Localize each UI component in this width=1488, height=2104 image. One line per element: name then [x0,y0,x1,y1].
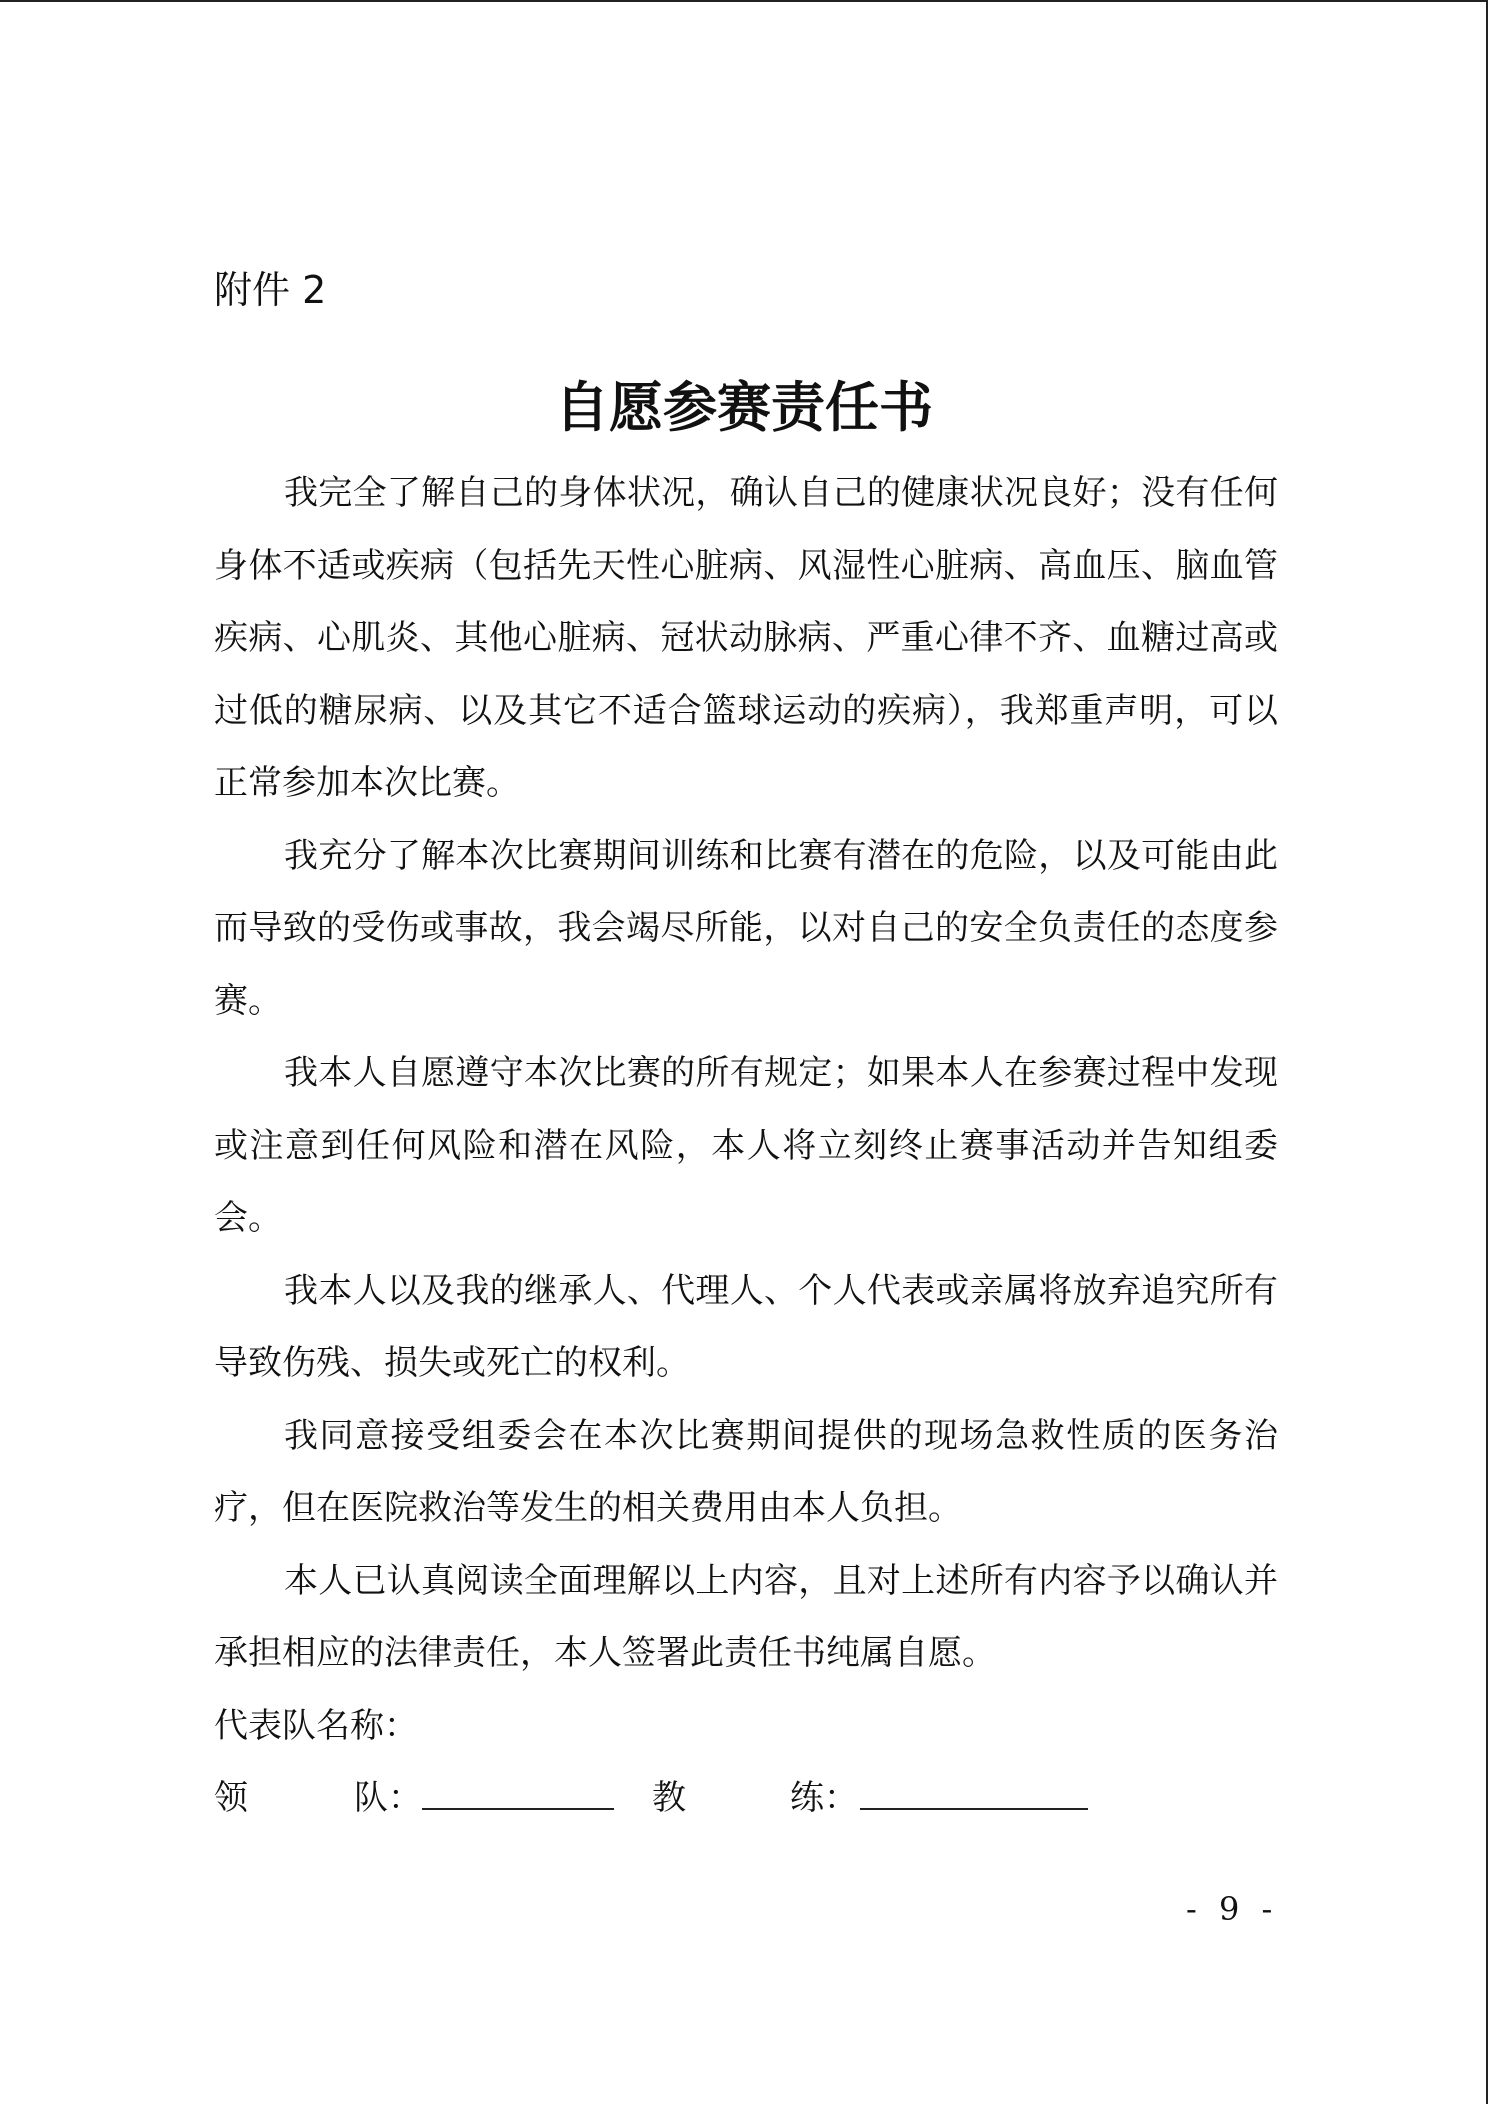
coach-signature-line[interactable] [860,1762,1088,1810]
attachment-label: 附件 2 [214,268,327,312]
paragraph-medical-treatment: 我同意接受组委会在本次比赛期间提供的现场急救性质的医务治疗，但在医院救治等发生的相关费用由本人负担。 [214,1415,1278,1528]
page-number: - 9 - [1186,1890,1279,1928]
leader-signature-line[interactable] [422,1762,614,1810]
coach-label-char-2: 练： [790,1778,858,1818]
team-name-label: 代表队名称： [214,1705,418,1746]
top-border-line [0,0,1488,2]
paragraph-risk-awareness: 我充分了解本次比赛期间训练和比赛有潜在的危险，以及可能由此而导致的受伤或事故，我会竭尽所能，以对自己的安全负责任的态度参赛。 [214,835,1278,1021]
leader-label-char-2: 队： [354,1778,422,1818]
document-body [214,457,1278,1835]
paragraph-rules-compliance: 我本人自愿遵守本次比赛的所有规定；如果本人在参赛过程中发现或注意到任何风险和潜在风险，本人将立刻终止赛事活动并告知组委会。 [214,1053,1278,1238]
paragraph-health-declaration: 我完全了解自己的身体状况，确认自己的健康状况良好；没有任何身体不适或疾病（包括先天性心脏病、风湿性心脏病、高血压、脑血管疾病、心肌炎、其他心脏病、冠状动脉病、严重心律不齐、血糖过高或过低的糖尿病、以及其它不适合篮球运动的疾病），我郑重声明，可以正常参加本次比赛。 [214,473,1278,803]
coach-label-char-1: 教 [652,1778,686,1818]
leader-label-char-1: 领 [214,1778,248,1818]
signature-row [214,1762,1278,1835]
document-title: 自愿参赛责任书 [555,376,933,439]
paragraph-confirmation: 本人已认真阅读全面理解以上内容，且对上述所有内容予以确认并承担相应的法律责任，本人签署此责任书纯属自愿。 [214,1560,1278,1673]
paragraph-waiver: 我本人以及我的继承人、代理人、个人代表或亲属将放弃追究所有导致伤残、损失或死亡的权利。 [214,1270,1278,1383]
